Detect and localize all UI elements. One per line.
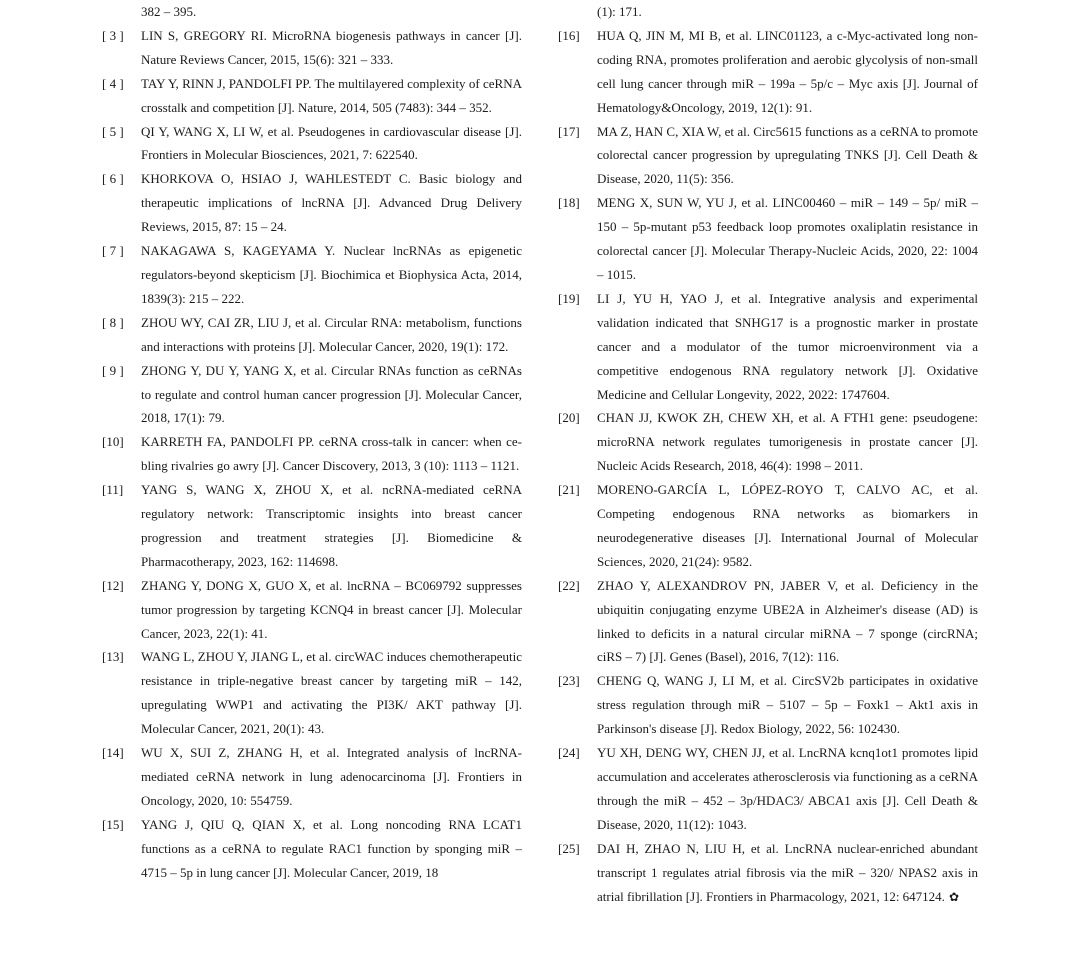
reference-number: [14] <box>102 745 124 761</box>
reference-text: CHENG Q, WANG J, LI M, et al. CircSV2b participates in oxidative stress regulation through miR – 5107 – 5p – Foxk1 – Akt1 axis in Parkinson's disease [J]. Redox Biology, 2022, 56: 102430. <box>597 673 978 737</box>
reference-number: [19] <box>558 290 580 306</box>
reference-text: TAY Y, RINN J, PANDOLFI PP. The multilayered complexity of ceRNA crosstalk and competition [J]. Nature, 2014, 505 (7483): 344 – 352. <box>141 75 522 115</box>
reference-number: [25] <box>558 840 580 856</box>
reference-text: WANG L, ZHOU Y, JIANG L, et al. circWAC induces chemotherapeutic resistance in triple-negative breast cancer by targeting miR – 142, upregulating WWP1 and activating the PI3K/ AKT pathway [J]. Molecular Cancer, 2021, 20(1): 43. <box>141 649 522 737</box>
right-column <box>558 0 978 909</box>
reference-number: [11] <box>102 482 124 498</box>
reference-text: HUA Q, JIN M, MI B, et al. LINC01123, a c-Myc-activated long non-coding RNA, promotes proliferation and aerobic glycolysis of non-small cell lung cancer through miR – 199a – 5p/c – Myc axis [J]. Journal of Hematology&Oncology, 2019, 12(1): 91. <box>597 27 978 115</box>
reference-entry <box>102 645 522 741</box>
reference-text: CHAN JJ, KWOK ZH, CHEW XH, et al. A FTH1 gene: pseudogene: microRNA network regulates tumorigenesis in prostate cancer [J]. Nucleic Acids Research, 2018, 46(4): 1998 – 2011. <box>597 410 978 474</box>
reference-number: [15] <box>102 816 124 832</box>
reference-entry <box>102 574 522 646</box>
reference-entry <box>558 24 978 120</box>
reference-entry <box>102 359 522 431</box>
reference-number: [10] <box>102 434 124 450</box>
reference-entry <box>102 813 522 885</box>
reference-entry <box>102 167 522 239</box>
reference-entry <box>102 120 522 168</box>
reference-number: [ 7 ] <box>102 243 124 259</box>
reference-text: KHORKOVA O, HSIAO J, WAHLESTEDT C. Basic biology and therapeutic implications of lncRNA [J]. Advanced Drug Delivery Reviews, 2015, 87: 15 – 24. <box>141 171 522 235</box>
reference-entry <box>102 239 522 311</box>
reference-number: [21] <box>558 482 580 498</box>
reference-text: NAKAGAWA S, KAGEYAMA Y. Nuclear lncRNAs as epigenetic regulators-beyond skepticism [J]. Biochimica et Biophysica Acta, 2014, 1839(3): 215 – 222. <box>141 243 522 306</box>
reference-entry <box>558 741 978 837</box>
reference-number: [13] <box>102 649 124 665</box>
reference-number: [12] <box>102 577 124 593</box>
reference-text: DAI H, ZHAO N, LIU H, et al. LncRNA nuclear-enriched abundant transcript 1 regulates atrial fibrosis via the miR – 320/ NPAS2 axis in atrial fibrillation [J]. Frontiers in Pharmacology, 2021, 12: 647124. ✿ <box>597 837 978 910</box>
reference-entry <box>102 741 522 813</box>
reference-text: LIN S, GREGORY RI. MicroRNA biogenesis pathways in cancer [J]. Nature Reviews Cancer, 2015, 15(6): 321 – 333. <box>141 27 522 67</box>
reference-entry <box>558 837 978 910</box>
reference-number: [18] <box>558 195 580 211</box>
reference-entry <box>558 191 978 287</box>
reference-entry <box>102 24 522 72</box>
reference-entry <box>102 478 522 574</box>
reference-text: QI Y, WANG X, LI W, et al. Pseudogenes in cardiovascular disease [J]. Frontiers in Molecular Biosciences, 2021, 7: 622540. <box>141 123 522 163</box>
reference-text: MA Z, HAN C, XIA W, et al. Circ5615 functions as a ceRNA to promote colorectal cancer progression by upregulating TNKS [J]. Cell Death & Disease, 2020, 11(5): 356. <box>597 123 978 187</box>
reference-number: [24] <box>558 745 580 761</box>
end-mark-icon: ✿ <box>948 889 959 904</box>
reference-number: [16] <box>558 27 580 43</box>
reference-entry <box>558 478 978 574</box>
reference-text: ZHAO Y, ALEXANDROV PN, JABER V, et al. Deficiency in the ubiquitin conjugating enzyme UBE2A in Alzheimer's disease (AD) is linked to deficits in a natural circular miRNA – 7 sponge (circRNA; ciRS – 7) [J]. Genes (Basel), 2016, 7(12): 116. <box>597 577 978 665</box>
reference-entry <box>558 406 978 478</box>
reference-entry <box>102 311 522 359</box>
reference-entry <box>102 72 522 120</box>
reference-number: [ 9 ] <box>102 362 124 378</box>
reference-number: [ 5 ] <box>102 123 124 139</box>
reference-number: [ 6 ] <box>102 171 124 187</box>
reference-entry <box>558 120 978 192</box>
reference-text: ZHONG Y, DU Y, YANG X, et al. Circular RNAs function as ceRNAs to regulate and control human cancer progression [J]. Molecular Cancer, 2018, 17(1): 79. <box>141 362 522 426</box>
reference-number: [ 8 ] <box>102 314 124 330</box>
reference-number: [23] <box>558 673 580 689</box>
reference-number: [ 3 ] <box>102 27 124 43</box>
reference-entry <box>558 669 978 741</box>
reference-number: [17] <box>558 123 580 139</box>
reference-entry <box>558 574 978 670</box>
reference-number: [20] <box>558 410 580 426</box>
reference-text: YANG J, QIU Q, QIAN X, et al. Long noncoding RNA LCAT1 functions as a ceRNA to regulate RAC1 function by sponging miR – 4715 – 5p in lung cancer [J]. Molecular Cancer, 2019, 18 <box>141 816 522 880</box>
reference-entry <box>102 430 522 478</box>
reference-text: MORENO-GARCÍA L, LÓPEZ-ROYO T, CALVO AC, et al. Competing endogenous RNA networks as biomarkers in neurodegenerative diseases [J]. International Journal of Molecular Sciences, 2020, 21(24): 9582. <box>597 482 978 569</box>
reference-number: [ 4 ] <box>102 75 124 91</box>
reference-text: MENG X, SUN W, YU J, et al. LINC00460 – miR – 149 – 5p/ miR – 150 – 5p-mutant p53 feedback loop promotes oxaliplatin resistance in colorectal cancer [J]. Molecular Therapy-Nucleic Acids, 2020, 22: 1004 – 1015. <box>597 195 978 282</box>
reference-text: ZHOU WY, CAI ZR, LIU J, et al. Circular RNA: metabolism, functions and interactions with proteins [J]. Molecular Cancer, 2020, 19(1): 172. <box>141 314 522 354</box>
continuation-text: 382 – 395. <box>141 4 197 19</box>
reference-number: [22] <box>558 577 580 593</box>
reference-text: ZHANG Y, DONG X, GUO X, et al. lncRNA – BC069792 suppresses tumor progression by targeting KCNQ4 in breast cancer [J]. Molecular Cancer, 2023, 22(1): 41. <box>141 577 522 641</box>
reference-text: WU X, SUI Z, ZHANG H, et al. Integrated analysis of lncRNA-mediated ceRNA network in lung adenocarcinoma [J]. Frontiers in Oncology, 2020, 10: 554759. <box>141 745 522 808</box>
reference-entry <box>558 287 978 407</box>
left-column <box>102 0 522 885</box>
reference-text: YU XH, DENG WY, CHEN JJ, et al. LncRNA kcnq1ot1 promotes lipid accumulation and accelerates atherosclerosis via functioning as a ceRNA through the miR – 452 – 3p/HDAC3/ ABCA1 axis [J]. Cell Death & Disease, 2020, 11(12): 1043. <box>597 745 978 832</box>
continuation-text: (1): 171. <box>597 4 642 19</box>
reference-text: KARRETH FA, PANDOLFI PP. ceRNA cross-talk in cancer: when ce-bling rivalries go awry [J]. Cancer Discovery, 2013, 3 (10): 1113 – 1121. <box>141 434 522 474</box>
reference-text: YANG S, WANG X, ZHOU X, et al. ncRNA-mediated ceRNA regulatory network: Transcriptomic insights into breast cancer progression and treatment strategies [J]. Biomedicine & Pharmacotherapy, 2023, 162: 114698. <box>141 482 522 569</box>
reference-text: LI J, YU H, YAO J, et al. Integrative analysis and experimental validation indicated that SNHG17 is a prognostic marker in prostate cancer and a modulator of the tumor microenvironment via a competitive endogenous RNA regulatory network [J]. Oxidative Medicine and Cellular Longevity, 2022, 2022: 1747604. <box>597 290 978 402</box>
